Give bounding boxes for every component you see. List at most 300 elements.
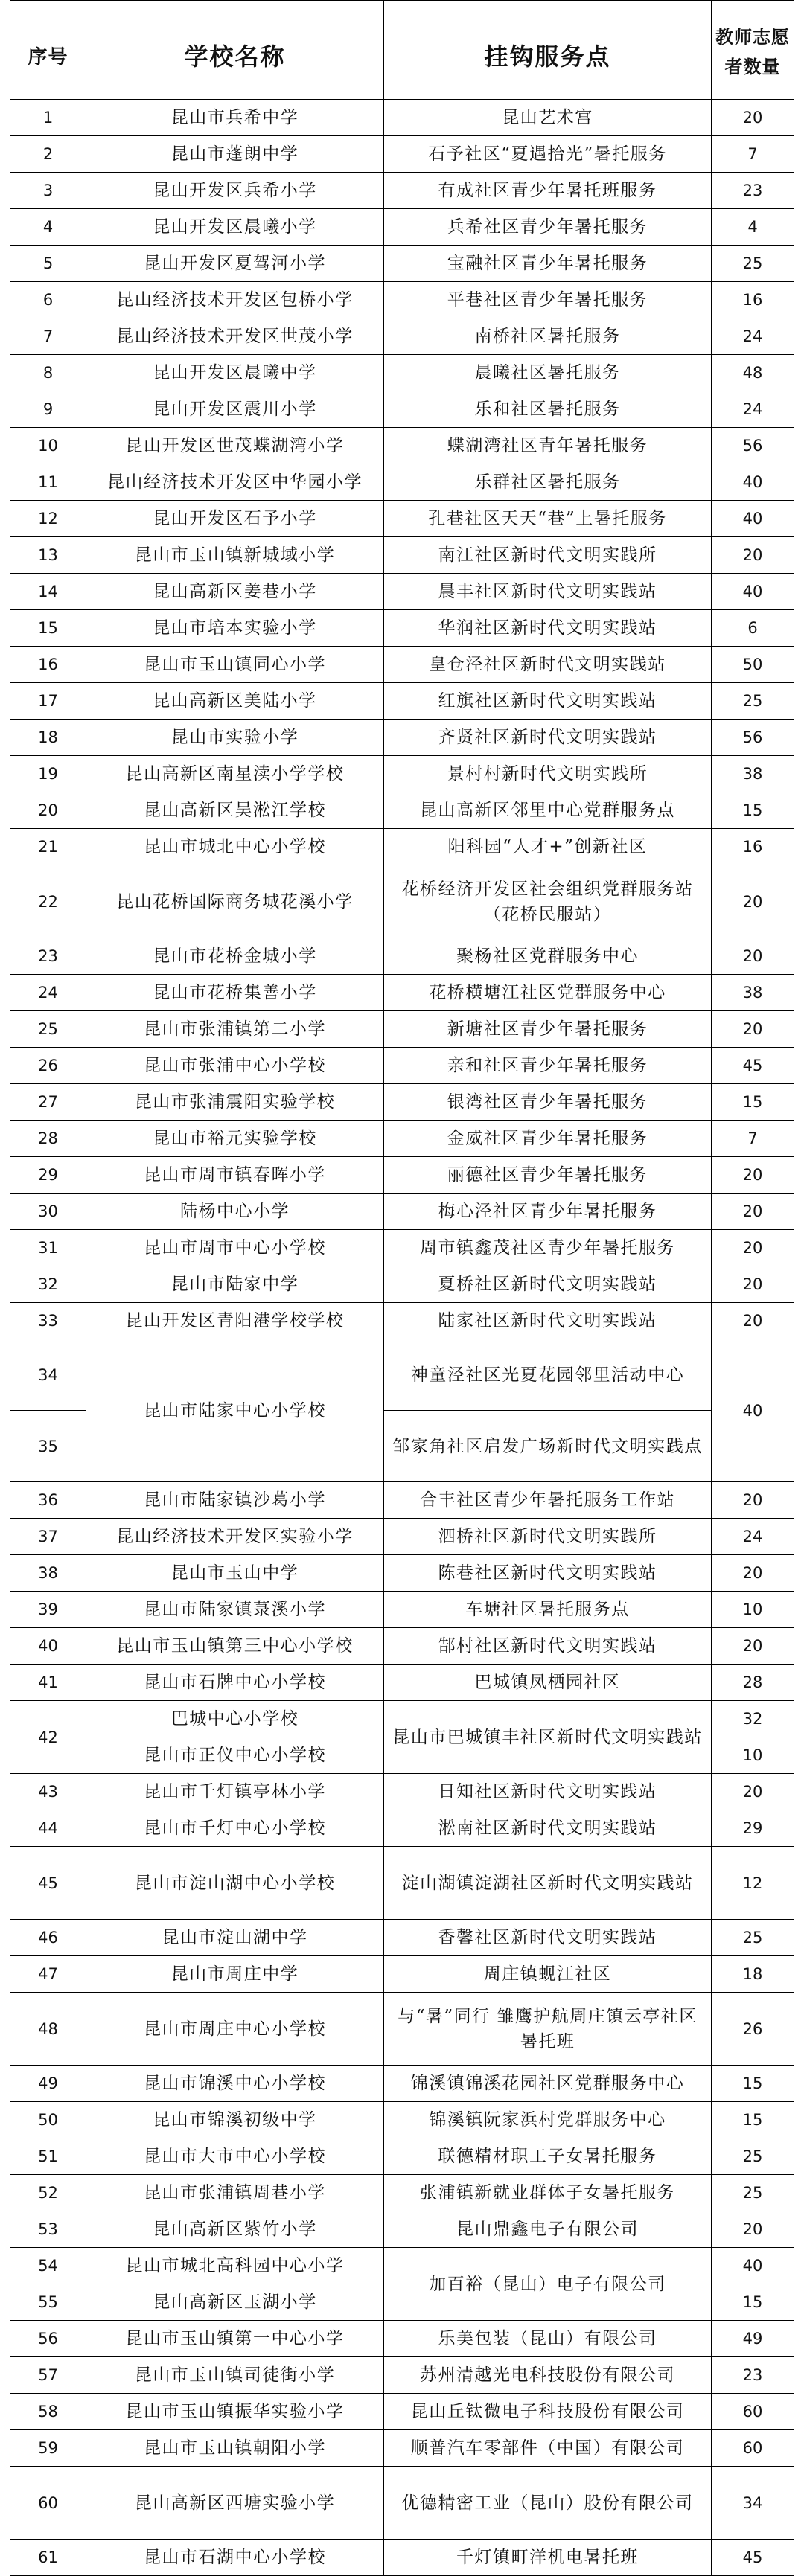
cell-count: 49 [712,2321,794,2357]
cell-serial: 38 [10,1555,86,1592]
cell-school: 昆山高新区吴淞江学校 [86,792,384,829]
table-row [10,1592,794,1628]
cell-count: 20 [712,865,794,938]
header-volunteer-count: 教师志愿者数量 [712,1,794,100]
cell-count: 20 [712,1482,794,1519]
cell-serial: 39 [10,1592,86,1628]
cell-service: 香馨社区新时代文明实践站 [384,1920,712,1956]
table-body-48 [10,1993,794,2066]
cell-school: 昆山市锦溪初级中学 [86,2102,384,2138]
cell-count: 38 [712,975,794,1011]
cell-service: 景村村新时代文明实践所 [384,756,712,792]
volunteer-table-container [10,0,794,2576]
cell-service: 昆山高新区邻里中心党群服务点 [384,792,712,829]
cell-school: 昆山市张浦中心小学校 [86,1048,384,1084]
cell-school: 昆山市玉山镇同心小学 [86,647,384,683]
table-row [10,938,794,975]
table-row [10,391,794,428]
cell-serial: 29 [10,1157,86,1194]
header-serial-number: 序号 [10,1,86,100]
cell-count: 7 [712,1121,794,1157]
cell-service: 陈巷社区新时代文明实践站 [384,1555,712,1592]
cell-count: 10 [712,1592,794,1628]
cell-count: 28 [712,1665,794,1701]
cell-serial: 27 [10,1084,86,1121]
table-row [10,318,794,355]
cell-service: 周庄镇蚬江社区 [384,1956,712,1993]
cell-school: 昆山市周庄中学 [86,1956,384,1993]
cell-school: 昆山市兵希中学 [86,100,384,136]
cell-serial: 48 [10,1993,86,2066]
table-row [10,1920,794,1956]
cell-school: 昆山市花桥金城小学 [86,938,384,975]
table-body-e [10,2066,794,2248]
table-row [10,1194,794,1230]
cell-service: 有成社区青少年暑托班服务 [384,173,712,209]
cell-serial: 35 [10,1411,86,1482]
cell-service: 合丰社区青少年暑托服务工作站 [384,1482,712,1519]
table-row [10,2321,794,2357]
cell-service: 花桥经济开发区社会组织党群服务站（花桥民服站） [384,865,712,938]
table-row [10,209,794,246]
cell-count: 20 [712,100,794,136]
cell-count: 15 [712,2066,794,2102]
cell-serial: 23 [10,938,86,975]
cell-school: 昆山市裕元实验学校 [86,1121,384,1157]
cell-serial: 34 [10,1339,86,1411]
volunteer-service-table [10,0,794,2576]
table-row [10,173,794,209]
cell-count: 38 [712,756,794,792]
table-row [10,1266,794,1303]
cell-count: 40 [712,574,794,610]
cell-serial: 21 [10,829,86,865]
cell-school: 昆山开发区世茂蝶湖湾小学 [86,428,384,464]
cell-school: 昆山市陆家镇沙葛小学 [86,1482,384,1519]
cell-count: 16 [712,829,794,865]
cell-service: 金威社区青少年暑托服务 [384,1121,712,1157]
cell-serial: 7 [10,318,86,355]
cell-school: 昆山市蓬朗中学 [86,136,384,173]
cell-serial: 30 [10,1194,86,1230]
cell-count: 7 [712,136,794,173]
table-row [10,1665,794,1701]
cell-serial: 53 [10,2211,86,2248]
cell-serial: 1 [10,100,86,136]
cell-serial: 10 [10,428,86,464]
table-row [10,2467,794,2540]
cell-service: 蝶湖湾社区青年暑托服务 [384,428,712,464]
cell-count: 50 [712,647,794,683]
cell-count: 25 [712,2138,794,2175]
cell-school: 昆山开发区石予小学 [86,501,384,537]
cell-school: 昆山市周庄中心小学校 [86,1993,384,2066]
cell-service: 晨丰社区新时代文明实践站 [384,574,712,610]
cell-service: 昆山丘钛微电子科技股份有限公司 [384,2394,712,2430]
cell-serial: 57 [10,2357,86,2394]
cell-serial: 36 [10,1482,86,1519]
cell-count: 20 [712,2211,794,2248]
table-row [10,756,794,792]
cell-count: 25 [712,2175,794,2211]
cell-count: 25 [712,1920,794,1956]
cell-service: 亲和社区青少年暑托服务 [384,1048,712,1084]
table-body [10,100,794,1482]
cell-serial: 43 [10,1774,86,1810]
cell-serial: 49 [10,2066,86,2102]
cell-school: 昆山市玉山镇振华实验小学 [86,2394,384,2430]
cell-count: 15 [712,1084,794,1121]
cell-service: 晨曦社区暑托服务 [384,355,712,391]
cell-school: 昆山高新区南星渎小学学校 [86,756,384,792]
cell-service: 锦溪镇阮家浜村党群服务中心 [384,2102,712,2138]
cell-service: 苏州清越光电科技股份有限公司 [384,2357,712,2394]
table-row [10,1847,794,1920]
cell-service: 夏桥社区新时代文明实践站 [384,1266,712,1303]
cell-service: 与“暑”同行 雏鹰护航周庄镇云亭社区暑托班 [384,1993,712,2066]
cell-service: 锦溪镇锦溪花园社区党群服务中心 [384,2066,712,2102]
cell-serial: 26 [10,1048,86,1084]
table-body-f [10,2321,794,2467]
cell-serial: 4 [10,209,86,246]
table-row [10,355,794,391]
table-row [10,1230,794,1266]
table-row [10,683,794,720]
cell-school: 昆山开发区夏驾河小学 [86,246,384,282]
cell-school: 昆山高新区姜巷小学 [86,574,384,610]
cell-serial: 42 [10,1701,86,1774]
cell-school: 昆山市玉山中学 [86,1555,384,1592]
cell-school: 昆山市淀山湖中心小学校 [86,1847,384,1920]
cell-school: 昆山市实验小学 [86,720,384,756]
cell-service: 阳科园“人才+”创新社区 [384,829,712,865]
cell-count: 24 [712,318,794,355]
table-body-60-61 [10,2467,794,2576]
table-row [10,1628,794,1665]
table-body-d [10,1920,794,1993]
cell-service: 乐美包装（昆山）有限公司 [384,2321,712,2357]
cell-count: 34 [712,2467,794,2540]
cell-school: 昆山市千灯镇亭林小学 [86,1774,384,1810]
header-school-name: 学校名称 [86,1,384,100]
cell-serial: 14 [10,574,86,610]
cell-service: 乐和社区暑托服务 [384,391,712,428]
cell-school: 昆山市城北高科园中心小学 [86,2248,384,2284]
cell-service: 昆山市巴城镇丰社区新时代文明实践站 [384,1701,712,1774]
cell-serial: 58 [10,2394,86,2430]
cell-serial: 51 [10,2138,86,2175]
cell-service: 乐群社区暑托服务 [384,464,712,501]
cell-count: 20 [712,1628,794,1665]
cell-count: 12 [712,1847,794,1920]
cell-school: 昆山市正仪中心小学校 [86,1737,384,1774]
cell-service: 丽德社区青少年暑托服务 [384,1157,712,1194]
cell-school: 昆山高新区玉湖小学 [86,2284,384,2321]
cell-serial: 32 [10,1266,86,1303]
cell-service: 孔巷社区天天“巷”上暑托服务 [384,501,712,537]
cell-count: 20 [712,1194,794,1230]
cell-service: 昆山鼎鑫电子有限公司 [384,2211,712,2248]
cell-serial: 28 [10,1121,86,1157]
cell-serial: 40 [10,1628,86,1665]
cell-count: 24 [712,391,794,428]
table-row [10,2357,794,2394]
cell-serial: 52 [10,2175,86,2211]
cell-count: 23 [712,173,794,209]
cell-serial: 12 [10,501,86,537]
cell-serial: 5 [10,246,86,282]
cell-count: 56 [712,720,794,756]
cell-service: 昆山艺术宫 [384,100,712,136]
cell-count: 20 [712,1230,794,1266]
cell-service: 淀山湖镇淀湖社区新时代文明实践站 [384,1847,712,1920]
table-row [10,975,794,1011]
cell-school: 昆山市玉山镇朝阳小学 [86,2430,384,2467]
cell-school: 昆山经济技术开发区实验小学 [86,1519,384,1555]
cell-service: 南江社区新时代文明实践所 [384,537,712,574]
cell-serial: 20 [10,792,86,829]
table-row [10,2066,794,2102]
table-row [10,829,794,865]
cell-serial: 54 [10,2248,86,2284]
table-body-c [10,1774,794,1847]
cell-service: 车塘社区暑托服务点 [384,1592,712,1628]
cell-school: 昆山花桥国际商务城花溪小学 [86,865,384,938]
cell-school: 昆山市玉山镇司徒街小学 [86,2357,384,2394]
table-row [10,792,794,829]
cell-school: 昆山市石牌中心小学校 [86,1665,384,1701]
cell-serial: 9 [10,391,86,428]
cell-service: 郜村社区新时代文明实践站 [384,1628,712,1665]
cell-school: 昆山市培本实验小学 [86,610,384,647]
table-row [10,282,794,318]
cell-serial: 3 [10,173,86,209]
cell-school: 昆山市大市中心小学校 [86,2138,384,2175]
cell-serial: 18 [10,720,86,756]
cell-serial: 11 [10,464,86,501]
cell-service: 银湾社区青少年暑托服务 [384,1084,712,1121]
cell-count: 18 [712,1956,794,1993]
cell-serial: 37 [10,1519,86,1555]
table-row [10,1121,794,1157]
cell-service: 邹家角社区启发广场新时代文明实践点 [384,1411,712,1482]
table-row [10,464,794,501]
table-row [10,136,794,173]
cell-service: 日知社区新时代文明实践站 [384,1774,712,1810]
cell-service: 联德精材职工子女暑托服务 [384,2138,712,2175]
cell-count: 6 [712,610,794,647]
table-row [10,1555,794,1592]
cell-count: 60 [712,2394,794,2430]
cell-school: 巴城中心小学校 [86,1701,384,1737]
cell-service: 聚杨社区党群服务中心 [384,938,712,975]
cell-count: 20 [712,1266,794,1303]
cell-count: 26 [712,1993,794,2066]
table-row [10,1303,794,1339]
table-row [10,1482,794,1519]
cell-school: 昆山开发区晨曦小学 [86,209,384,246]
cell-school: 昆山开发区青阳港学校学校 [86,1303,384,1339]
cell-service: 花桥横塘江社区党群服务中心 [384,975,712,1011]
table-row [10,2248,794,2284]
cell-school: 昆山开发区晨曦中学 [86,355,384,391]
cell-service: 陆家社区新时代文明实践站 [384,1303,712,1339]
table-row [10,428,794,464]
cell-count: 45 [712,1048,794,1084]
cell-service: 齐贤社区新时代文明实践站 [384,720,712,756]
cell-serial: 50 [10,2102,86,2138]
cell-count: 40 [712,1339,794,1482]
cell-count: 20 [712,1157,794,1194]
cell-count: 20 [712,1303,794,1339]
cell-school: 昆山市玉山镇新城域小学 [86,537,384,574]
table-row [10,1774,794,1810]
table-row [10,2430,794,2467]
cell-school: 昆山市周市镇春晖小学 [86,1157,384,1194]
table-body-continued [10,1482,794,1701]
cell-serial: 55 [10,2284,86,2321]
cell-count: 20 [712,938,794,975]
cell-service: 顺普汽车零部件（中国）有限公司 [384,2430,712,2467]
cell-count: 20 [712,1555,794,1592]
cell-school: 陆杨中心小学 [86,1194,384,1230]
cell-count: 40 [712,501,794,537]
cell-service: 泗桥社区新时代文明实践所 [384,1519,712,1555]
table-row [10,246,794,282]
cell-school: 昆山市千灯中心小学校 [86,1810,384,1847]
cell-count: 23 [712,2357,794,2394]
table-row [10,1084,794,1121]
cell-serial: 45 [10,1847,86,1920]
cell-serial: 17 [10,683,86,720]
cell-school: 昆山市张浦镇周巷小学 [86,2175,384,2211]
cell-serial: 19 [10,756,86,792]
cell-service: 神童泾社区光夏花园邻里活动中心 [384,1339,712,1411]
cell-serial: 6 [10,282,86,318]
cell-serial: 46 [10,1920,86,1956]
cell-serial: 25 [10,1011,86,1048]
cell-service: 新塘社区青少年暑托服务 [384,1011,712,1048]
cell-serial: 61 [10,2540,86,2576]
cell-serial: 60 [10,2467,86,2540]
cell-service: 石予社区“夏遇拾光”暑托服务 [384,136,712,173]
cell-school: 昆山市周市中心小学校 [86,1230,384,1266]
table-row [10,100,794,136]
cell-serial: 47 [10,1956,86,1993]
cell-count: 32 [712,1701,794,1737]
table-row [10,574,794,610]
cell-service: 宝融社区青少年暑托服务 [384,246,712,282]
cell-serial: 2 [10,136,86,173]
cell-service: 张浦镇新就业群体子女暑托服务 [384,2175,712,2211]
cell-school: 昆山市陆家中学 [86,1266,384,1303]
cell-service: 千灯镇町洋机电暑托班 [384,2540,712,2576]
table-row [10,1048,794,1084]
cell-service: 巴城镇凤栖园社区 [384,1665,712,1701]
cell-school: 昆山市锦溪中心小学校 [86,2066,384,2102]
cell-school: 昆山经济技术开发区中华园小学 [86,464,384,501]
cell-service: 加百裕（昆山）电子有限公司 [384,2248,712,2321]
cell-count: 20 [712,537,794,574]
table-row [10,1701,794,1737]
cell-school: 昆山经济技术开发区世茂小学 [86,318,384,355]
cell-count: 15 [712,2284,794,2321]
table-row [10,1157,794,1194]
cell-service: 平巷社区青少年暑托服务 [384,282,712,318]
header-service-point: 挂钩服务点 [384,1,712,100]
table-row [10,537,794,574]
cell-school: 昆山市玉山镇第一中心小学 [86,2321,384,2357]
table-row [10,2175,794,2211]
cell-service: 周市镇鑫茂社区青少年暑托服务 [384,1230,712,1266]
cell-school: 昆山市陆家镇菉溪小学 [86,1592,384,1628]
cell-count: 4 [712,209,794,246]
table-row [10,2394,794,2430]
table-row [10,2540,794,2576]
cell-school: 昆山高新区美陆小学 [86,683,384,720]
cell-service: 红旗社区新时代文明实践站 [384,683,712,720]
cell-serial: 8 [10,355,86,391]
cell-serial: 59 [10,2430,86,2467]
cell-count: 56 [712,428,794,464]
cell-school: 昆山市玉山镇第三中心小学校 [86,1628,384,1665]
table-row [10,2102,794,2138]
cell-count: 25 [712,683,794,720]
cell-serial: 33 [10,1303,86,1339]
table-row [10,610,794,647]
table-body-merged-42 [10,1701,794,1774]
cell-school: 昆山市张浦镇第二小学 [86,1011,384,1048]
cell-service: 南桥社区暑托服务 [384,318,712,355]
cell-service: 梅心泾社区青少年暑托服务 [384,1194,712,1230]
cell-service: 皇仓泾社区新时代文明实践站 [384,647,712,683]
cell-service: 华润社区新时代文明实践站 [384,610,712,647]
table-body-merged-54 [10,2248,794,2321]
table-row [10,2138,794,2175]
cell-serial: 22 [10,865,86,938]
table-row [10,1339,794,1411]
cell-serial: 31 [10,1230,86,1266]
table-row [10,647,794,683]
cell-count: 10 [712,1737,794,1774]
cell-count: 40 [712,464,794,501]
table-row [10,1011,794,1048]
table-row [10,865,794,938]
cell-school: 昆山市花桥集善小学 [86,975,384,1011]
table-row [10,2211,794,2248]
table-row [10,1956,794,1993]
cell-serial: 16 [10,647,86,683]
cell-count: 29 [712,1810,794,1847]
cell-school: 昆山市石湖中心小学校 [86,2540,384,2576]
table-header-row [10,1,794,100]
table-row [10,720,794,756]
cell-school: 昆山开发区兵希小学 [86,173,384,209]
cell-count: 16 [712,282,794,318]
cell-count: 24 [712,1519,794,1555]
table-body-45 [10,1847,794,1920]
cell-count: 40 [712,2248,794,2284]
cell-count: 45 [712,2540,794,2576]
cell-school: 昆山高新区西塘实验小学 [86,2467,384,2540]
cell-serial: 41 [10,1665,86,1701]
cell-school: 昆山开发区震川小学 [86,391,384,428]
cell-service: 兵希社区青少年暑托服务 [384,209,712,246]
cell-school: 昆山市张浦震阳实验学校 [86,1084,384,1121]
cell-count: 15 [712,792,794,829]
cell-count: 60 [712,2430,794,2467]
cell-serial: 56 [10,2321,86,2357]
